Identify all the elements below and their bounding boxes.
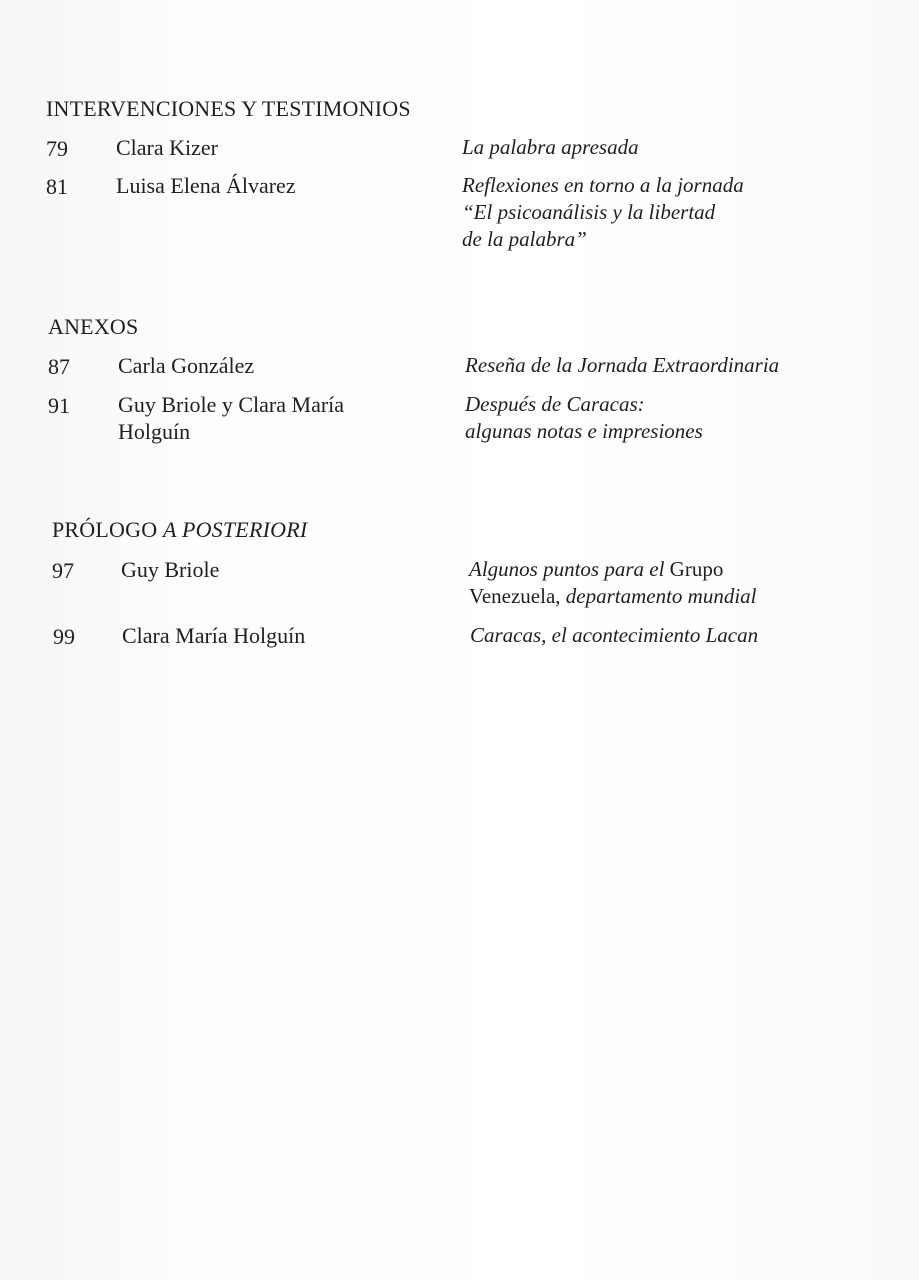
toc-page-number: 99 [53,624,75,649]
section-heading-prologo: PRÓLOGO A POSTERIORI [52,517,308,542]
toc-title: Después de Caracas: algunas notas e impresiones [465,392,703,443]
section-heading-intervenciones: INTERVENCIONES Y TESTIMONIOS [46,96,411,121]
toc-author: Guy Briole [121,557,220,582]
toc-page-number: 87 [48,354,70,379]
toc-author: Carla González [118,353,255,378]
toc-title: La palabra apresada [462,135,639,159]
toc-title: Reflexiones en torno a la jornada “El psicoanálisis y la libertad de la palabra” [462,173,744,251]
toc-title: Caracas, el acontecimiento Lacan [470,623,759,647]
toc-author: Guy Briole y Clara María Holguín [118,392,345,444]
toc-page-number: 79 [46,136,68,161]
toc-author: Clara María Holguín [122,623,306,648]
section-heading-anexos: ANEXOS [48,314,139,339]
toc-author: Luisa Elena Álvarez [116,173,296,198]
toc-author: Clara Kizer [116,135,218,160]
toc-page-number: 97 [52,558,74,583]
toc-title: Reseña de la Jornada Extraordinaria [465,353,780,377]
toc-page-number: 81 [46,174,68,199]
toc-title: Algunos puntos para el Grupo Venezuela, departamento mundial [469,557,757,608]
toc-page-number: 91 [48,393,70,418]
